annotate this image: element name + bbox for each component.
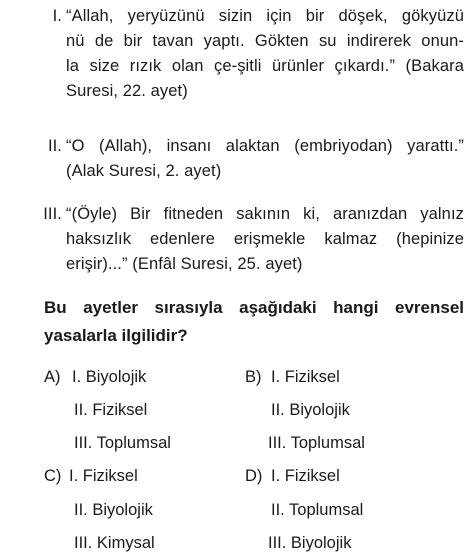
option-c-letter: C) <box>44 467 62 485</box>
premise-1-line-2: nü de bir tavan yaptı. Gökten su indirerek onun- <box>66 32 464 50</box>
question-line-2: yasalarla ilgilidir? <box>44 326 188 345</box>
premise-3-line-2: haksızlık edenlere erişmekle kalmaz (hepinize <box>66 230 464 248</box>
question-line-1: Bu ayetler sırasıyla aşağıdaki hangi evrensel <box>44 298 464 317</box>
option-d-letter: D) <box>245 467 263 485</box>
option-c-item-3: III. Kimysal <box>74 534 155 552</box>
option-b-item-2: II. Biyolojik <box>271 401 350 419</box>
premise-1-text <box>66 4 464 104</box>
premise-2-line-2: (Alak Suresi, 2. ayet) <box>66 162 222 180</box>
option-d-item-3: III. Biyolojik <box>268 534 352 552</box>
option-c-item-2: II. Biyolojik <box>74 501 153 519</box>
option-a-item-3: III. Toplumsal <box>74 434 171 452</box>
option-a-item-1: I. Biyolojik <box>72 368 147 386</box>
premise-1-line-3: la size rızık olan çe-şitli ürünler çıkardı.” (Bakara <box>66 57 464 75</box>
premise-3-text <box>66 202 464 277</box>
premise-3-number: III. <box>43 205 62 223</box>
premise-1-line-1: “Allah, yeryüzünü sizin için bir döşek, gökyüzü <box>66 7 464 25</box>
premise-2-text <box>66 134 464 184</box>
premise-3-line-3: erişir)...” (Enfâl Suresi, 25. ayet) <box>66 255 303 273</box>
option-d-item-1: I. Fiziksel <box>271 467 340 485</box>
question-stem <box>44 294 464 350</box>
premise-1-number: I. <box>52 7 62 25</box>
option-a-item-2: II. Fiziksel <box>74 401 148 419</box>
option-b-letter: B) <box>245 368 262 386</box>
premise-2-line-1: “O (Allah), insanı alaktan (embriyodan) yarattı.” <box>66 137 464 155</box>
option-c-item-1: I. Fiziksel <box>69 467 138 485</box>
option-d-item-2: II. Toplumsal <box>271 501 364 519</box>
option-b-item-1: I. Fiziksel <box>271 368 340 386</box>
option-b-item-3: III. Toplumsal <box>268 434 365 452</box>
premise-3-line-1: “(Öyle) Bir fitneden sakının ki, aranızdan yalnız <box>66 205 464 223</box>
premise-1-line-4: Suresi, 22. ayet) <box>66 82 188 100</box>
premise-2-number: II. <box>47 137 62 155</box>
option-a-letter: A) <box>44 368 61 386</box>
